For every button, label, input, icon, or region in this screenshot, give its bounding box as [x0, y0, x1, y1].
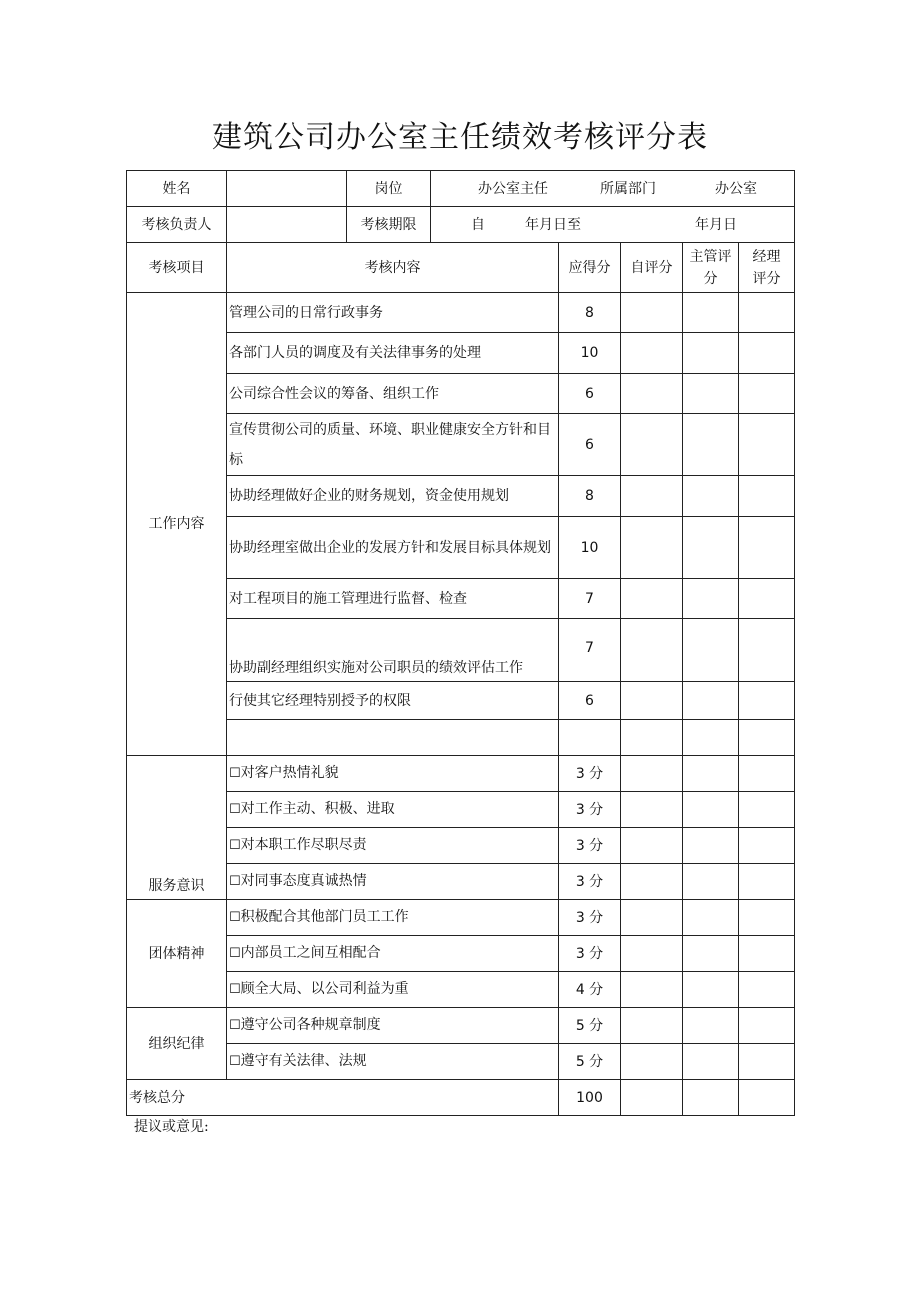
criterion-label: 对客户热情礼貌	[240, 765, 339, 781]
checkbox-icon[interactable]: ☐	[229, 1054, 241, 1069]
checkbox-icon[interactable]: ☐	[229, 766, 241, 781]
supervisor-score-cell[interactable]	[683, 293, 739, 333]
supervisor-score-cell[interactable]	[683, 579, 739, 619]
total-value: 100	[559, 1080, 621, 1116]
checkbox-icon[interactable]: ☐	[229, 802, 241, 817]
period-mid: 年月日至	[525, 216, 581, 233]
criterion-text: 对工程项目的施工管理进行监督、检查	[227, 579, 559, 619]
table-row	[127, 414, 795, 476]
table-row	[127, 293, 795, 333]
col-self-header: 自评分	[621, 243, 683, 293]
supervisor-score-cell[interactable]	[683, 864, 739, 900]
criterion-score: 10	[559, 517, 621, 579]
manager-score-cell[interactable]	[739, 517, 795, 579]
period-label: 考核期限	[347, 207, 431, 243]
criterion-label: 对本职工作尽职尽责	[240, 837, 367, 853]
manager-score-cell[interactable]	[739, 720, 795, 756]
supervisor-score-cell[interactable]	[683, 1044, 739, 1080]
manager-score-cell[interactable]	[739, 333, 795, 374]
criterion-text: 协助经理做好企业的财务规划，资金使用规划	[227, 476, 559, 517]
table-row	[127, 936, 795, 972]
col-content-header: 考核内容	[227, 243, 559, 293]
self-score-cell[interactable]	[621, 972, 683, 1008]
manager-total-cell[interactable]	[739, 1080, 795, 1116]
criterion-score: 4 分	[559, 972, 621, 1008]
supervisor-score-cell[interactable]	[683, 414, 739, 476]
criterion-text: 管理公司的日常行政事务	[227, 293, 559, 333]
self-score-cell[interactable]	[621, 1008, 683, 1044]
table-row	[127, 682, 795, 720]
supervisor-score-cell[interactable]	[683, 756, 739, 792]
self-score-cell[interactable]	[621, 293, 683, 333]
criterion-score: 8	[559, 293, 621, 333]
criterion-score: 3 分	[559, 828, 621, 864]
criterion-text: 宣传贯彻公司的质量、环境、职业健康安全方针和目标	[227, 414, 559, 476]
col-score-header: 应得分	[559, 243, 621, 293]
self-score-cell[interactable]	[621, 1044, 683, 1080]
criterion-score: 3 分	[559, 900, 621, 936]
table-row	[127, 864, 795, 900]
table-row	[127, 619, 795, 682]
table-row	[127, 1044, 795, 1080]
supervisor-score-cell[interactable]	[683, 792, 739, 828]
col-item-header: 考核项目	[127, 243, 227, 293]
self-score-cell[interactable]	[621, 476, 683, 517]
criterion-text: 各部门人员的调度及有关法律事务的处理	[227, 333, 559, 374]
criterion-text: 行使其它经理特别授予的权限	[227, 682, 559, 720]
criterion-score: 3 分	[559, 936, 621, 972]
col-manager-header	[739, 243, 795, 293]
criterion-text	[227, 1008, 559, 1044]
reviewer-field[interactable]	[227, 207, 347, 243]
manager-score-cell[interactable]	[739, 756, 795, 792]
checkbox-icon[interactable]: ☐	[229, 838, 241, 853]
col-supervisor-line1: 主管评	[689, 248, 732, 265]
criterion-text	[227, 792, 559, 828]
supervisor-score-cell[interactable]	[683, 936, 739, 972]
position-dept-cell	[431, 171, 795, 207]
criterion-score: 3 分	[559, 756, 621, 792]
criterion-label: 积极配合其他部门员工工作	[240, 909, 409, 925]
table-row	[127, 756, 795, 792]
team-section-label: 团体精神	[127, 900, 227, 1008]
manager-score-cell[interactable]	[739, 828, 795, 864]
column-header-row	[127, 243, 795, 293]
supervisor-score-cell[interactable]	[683, 720, 739, 756]
criterion-score: 5 分	[559, 1008, 621, 1044]
manager-score-cell[interactable]	[739, 374, 795, 414]
criterion-score: 3 分	[559, 864, 621, 900]
criterion-text[interactable]	[227, 720, 559, 756]
col-supervisor-header	[683, 243, 739, 293]
table-row	[127, 374, 795, 414]
criterion-text	[227, 936, 559, 972]
criterion-label: 遵守公司各种规章制度	[240, 1017, 381, 1033]
self-score-cell[interactable]	[621, 828, 683, 864]
manager-score-cell[interactable]	[739, 619, 795, 682]
table-row	[127, 517, 795, 579]
criterion-text	[227, 900, 559, 936]
criterion-text: 公司综合性会议的筹备、组织工作	[227, 374, 559, 414]
supervisor-score-cell[interactable]	[683, 476, 739, 517]
self-score-cell[interactable]	[621, 414, 683, 476]
criterion-label: 对同事态度真诚热情	[240, 873, 367, 889]
suggestion-label: 提议或意见:	[134, 1119, 209, 1135]
criterion-label: 遵守有关法律、法规	[240, 1053, 367, 1069]
supervisor-score-cell[interactable]	[683, 333, 739, 374]
manager-score-cell[interactable]	[739, 1008, 795, 1044]
checkbox-icon[interactable]: ☐	[229, 1018, 241, 1033]
table-row	[127, 1008, 795, 1044]
checkbox-icon[interactable]: ☐	[229, 874, 241, 889]
total-row	[127, 1080, 795, 1116]
table-row	[127, 792, 795, 828]
table-row-empty	[127, 720, 795, 756]
criterion-text	[227, 864, 559, 900]
criterion-text: 协助经理室做出企业的发展方针和发展目标具体规划	[227, 517, 559, 579]
self-total-cell[interactable]	[621, 1080, 683, 1116]
self-score-cell[interactable]	[621, 517, 683, 579]
work-section-label: 工作内容	[127, 293, 227, 756]
table-row	[127, 900, 795, 936]
evaluation-table	[126, 170, 795, 1116]
supervisor-score-cell[interactable]	[683, 517, 739, 579]
dept-label: 所属部门	[600, 180, 656, 197]
col-manager-line1: 经理	[752, 248, 781, 265]
self-score-cell[interactable]	[621, 756, 683, 792]
self-score-cell[interactable]	[621, 682, 683, 720]
reviewer-label: 考核负责人	[127, 207, 227, 243]
supervisor-total-cell[interactable]	[683, 1080, 739, 1116]
name-field[interactable]	[227, 171, 347, 207]
criterion-text	[227, 756, 559, 792]
criterion-score: 3 分	[559, 792, 621, 828]
supervisor-score-cell[interactable]	[683, 374, 739, 414]
supervisor-score-cell[interactable]	[683, 828, 739, 864]
criterion-score: 6	[559, 414, 621, 476]
header-row-name	[127, 171, 795, 207]
table-row	[127, 476, 795, 517]
supervisor-score-cell[interactable]	[683, 1008, 739, 1044]
manager-score-cell[interactable]	[739, 1044, 795, 1080]
supervisor-score-cell[interactable]	[683, 682, 739, 720]
self-score-cell[interactable]	[621, 619, 683, 682]
manager-score-cell[interactable]	[739, 293, 795, 333]
manager-score-cell[interactable]	[739, 414, 795, 476]
criterion-score[interactable]	[559, 720, 621, 756]
criterion-label: 内部员工之间互相配合	[240, 945, 381, 961]
header-row-reviewer	[127, 207, 795, 243]
manager-score-cell[interactable]	[739, 579, 795, 619]
self-score-cell[interactable]	[621, 720, 683, 756]
manager-score-cell[interactable]	[739, 792, 795, 828]
manager-score-cell[interactable]	[739, 900, 795, 936]
dept-value[interactable]: 办公室	[715, 180, 757, 197]
manager-score-cell[interactable]	[739, 936, 795, 972]
table-row	[127, 333, 795, 374]
period-end: 年月日	[695, 216, 737, 233]
name-label: 姓名	[127, 171, 227, 207]
self-score-cell[interactable]	[621, 579, 683, 619]
criterion-text: 协助副经理组织实施对公司职员的绩效评估工作	[227, 619, 559, 682]
discipline-section-label: 组织纪律	[127, 1008, 227, 1080]
criterion-score: 7	[559, 579, 621, 619]
position-value[interactable]: 办公室主任	[478, 180, 548, 197]
position-label: 岗位	[347, 171, 431, 207]
period-cell[interactable]	[431, 207, 795, 243]
checkbox-icon[interactable]: ☐	[229, 946, 241, 961]
table-row	[127, 828, 795, 864]
self-score-cell[interactable]	[621, 864, 683, 900]
manager-score-cell[interactable]	[739, 864, 795, 900]
criterion-text	[227, 828, 559, 864]
criterion-score: 7	[559, 619, 621, 682]
manager-score-cell[interactable]	[739, 682, 795, 720]
self-score-cell[interactable]	[621, 792, 683, 828]
col-manager-line2: 评分	[752, 270, 781, 287]
checkbox-icon[interactable]: ☐	[229, 982, 241, 997]
page-title: 建筑公司办公室主任绩效考核评分表	[212, 120, 708, 155]
self-score-cell[interactable]	[621, 333, 683, 374]
criterion-score: 8	[559, 476, 621, 517]
table-row	[127, 972, 795, 1008]
supervisor-score-cell[interactable]	[683, 900, 739, 936]
criterion-score: 10	[559, 333, 621, 374]
table-row	[127, 579, 795, 619]
criterion-label: 顾全大局、以公司利益为重	[240, 981, 409, 997]
manager-score-cell[interactable]	[739, 476, 795, 517]
self-score-cell[interactable]	[621, 936, 683, 972]
criterion-label: 对工作主动、积极、进取	[240, 801, 395, 817]
criterion-score: 6	[559, 682, 621, 720]
criterion-text	[227, 972, 559, 1008]
checkbox-icon[interactable]: ☐	[229, 910, 241, 925]
self-score-cell[interactable]	[621, 900, 683, 936]
total-label: 考核总分	[127, 1080, 559, 1116]
criterion-score: 5 分	[559, 1044, 621, 1080]
supervisor-score-cell[interactable]	[683, 619, 739, 682]
self-score-cell[interactable]	[621, 374, 683, 414]
period-from: 自	[471, 216, 485, 233]
criterion-score: 6	[559, 374, 621, 414]
col-supervisor-line2: 分	[703, 270, 718, 287]
manager-score-cell[interactable]	[739, 972, 795, 1008]
criterion-text	[227, 1044, 559, 1080]
supervisor-score-cell[interactable]	[683, 972, 739, 1008]
service-section-label: 服务意识	[127, 756, 227, 900]
